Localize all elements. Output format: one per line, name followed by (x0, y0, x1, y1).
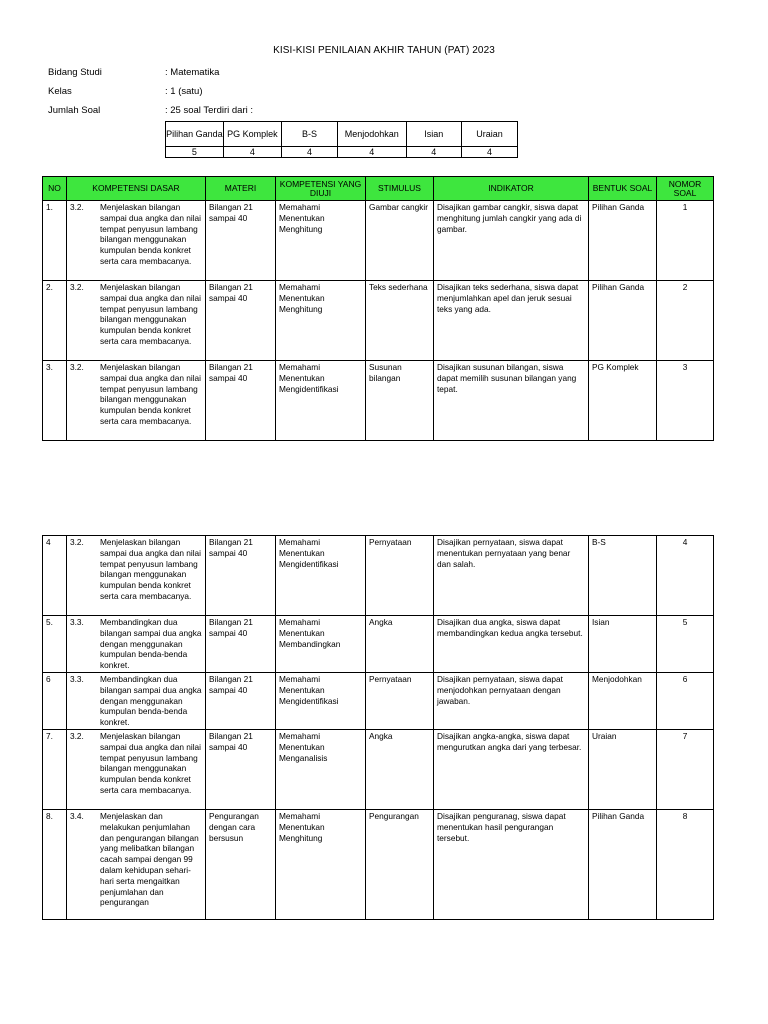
kd-code: 3.2. (70, 537, 84, 547)
cell-kompetensi-diuji: Memahami Menentukan Menghitung (276, 281, 366, 361)
cell-no: 1. (43, 201, 67, 281)
table-row (43, 361, 714, 441)
kd-text: Menjelaskan bilangan sampai dua angka dan nilai tempat penyusun lambang bilangan menggunakan kumpulan benda konkret serta cara membacanya. (100, 282, 202, 346)
dist-header-cell: B-S (281, 122, 337, 147)
dist-count-cell: 4 (406, 147, 462, 158)
cell-indikator: Disajikan angka-angka, siswa dapat mengurutkan angka dari yang terbesar. (434, 730, 589, 810)
cell-nomor-soal: 8 (657, 810, 714, 920)
cell-kompetensi-diuji: Memahami Menentukan Mengidentifikasi (276, 536, 366, 616)
cell-stimulus: Susunan bilangan (366, 361, 434, 441)
kd-code: 3.2. (70, 731, 84, 741)
table-row (43, 201, 714, 281)
cell-kompetensi-dasar (67, 810, 206, 920)
kd-text: Menjelaskan bilangan sampai dua angka dan nilai tempat penyusun lambang bilangan menggunakan kumpulan benda konkret serta cara membacanya. (100, 362, 202, 426)
cell-kompetensi-diuji: Memahami Menentukan Menghitung (276, 810, 366, 920)
cell-stimulus: Angka (366, 616, 434, 673)
cell-kompetensi-dasar (67, 281, 206, 361)
bidang-studi-value: : Matematika (165, 67, 220, 78)
kd-code: 3.3. (70, 617, 84, 627)
kelas-label: Kelas (48, 86, 72, 97)
cell-stimulus: Angka (366, 730, 434, 810)
cell-indikator: Disajikan susunan bilangan, siswa dapat memilih susunan bilangan yang tepat. (434, 361, 589, 441)
table-row (43, 810, 714, 920)
kd-code: 3.3. (70, 674, 84, 684)
header-kompetensi-diuji: KOMPETENSI YANG DIUJI (276, 177, 366, 201)
cell-nomor-soal: 5 (657, 616, 714, 673)
cell-bentuk-soal: Pilihan Ganda (589, 281, 657, 361)
cell-materi: Bilangan 21 sampai 40 (206, 201, 276, 281)
kelas-value: : 1 (satu) (165, 86, 203, 97)
kd-text: Menjelaskan bilangan sampai dua angka dan nilai tempat penyusun lambang bilangan menggunakan kumpulan benda konkret serta cara membacanya. (100, 202, 202, 266)
cell-indikator: Disajikan dua angka, siswa dapat membandingkan kedua angka tersebut. (434, 616, 589, 673)
cell-materi: Bilangan 21 sampai 40 (206, 281, 276, 361)
cell-no: 4 (43, 536, 67, 616)
header-stimulus: STIMULUS (366, 177, 434, 201)
table-row (43, 536, 714, 616)
cell-stimulus: Gambar cangkir (366, 201, 434, 281)
dist-header-cell: PG Komplek (223, 122, 281, 147)
cell-materi: Pengurangan dengan cara bersusun (206, 810, 276, 920)
cell-stimulus: Pernyataan (366, 673, 434, 730)
kd-text: Menjelaskan bilangan sampai dua angka dan nilai tempat penyusun lambang bilangan menggunakan kumpulan benda konkret serta cara membacanya. (100, 731, 202, 795)
cell-bentuk-soal: Pilihan Ganda (589, 201, 657, 281)
kd-code: 3.2. (70, 202, 84, 212)
kd-code: 3.4. (70, 811, 84, 821)
dist-header-cell: Pilihan Ganda (166, 122, 224, 147)
distribution-header-row (166, 122, 518, 147)
cell-nomor-soal: 7 (657, 730, 714, 810)
kd-code: 3.2. (70, 362, 84, 372)
cell-kompetensi-dasar (67, 673, 206, 730)
cell-nomor-soal: 6 (657, 673, 714, 730)
cell-kompetensi-dasar (67, 536, 206, 616)
cell-no: 2. (43, 281, 67, 361)
cell-kompetensi-dasar (67, 201, 206, 281)
cell-nomor-soal: 1 (657, 201, 714, 281)
header-materi: MATERI (206, 177, 276, 201)
cell-kompetensi-diuji: Memahami Menentukan Menghitung (276, 201, 366, 281)
cell-materi: Bilangan 21 sampai 40 (206, 673, 276, 730)
dist-header-cell: Isian (406, 122, 462, 147)
table-row (43, 616, 714, 673)
cell-bentuk-soal: PG Komplek (589, 361, 657, 441)
cell-indikator: Disajikan teks sederhana, siswa dapat menjumlahkan apel dan jeruk sesuai teks yang ada. (434, 281, 589, 361)
cell-kompetensi-diuji: Memahami Menentukan Mengidentifikasi (276, 673, 366, 730)
cell-stimulus: Pernyataan (366, 536, 434, 616)
cell-no: 3. (43, 361, 67, 441)
cell-kompetensi-diuji: Memahami Menentukan Mengidentifikasi (276, 361, 366, 441)
distribution-table (165, 121, 518, 158)
cell-kompetensi-dasar (67, 616, 206, 673)
dist-count-cell: 4 (223, 147, 281, 158)
kd-text: Menjelaskan dan melakukan penjumlahan dan pengurangan bilangan yang melibatkan bilangan cacah sampai dengan 99 dalam kehidupan sehari-hari serta mengaitkan penjumlahan dan pengurangan (100, 811, 199, 908)
cell-no: 7. (43, 730, 67, 810)
jumlah-soal-label: Jumlah Soal (48, 105, 101, 116)
cell-bentuk-soal: Uraian (589, 730, 657, 810)
header-bentuk-soal: BENTUK SOAL (589, 177, 657, 201)
cell-materi: Bilangan 21 sampai 40 (206, 536, 276, 616)
table-row (43, 673, 714, 730)
cell-bentuk-soal: Menjodohkan (589, 673, 657, 730)
cell-kompetensi-diuji: Memahami Menentukan Menganalisis (276, 730, 366, 810)
cell-no: 8. (43, 810, 67, 920)
jumlah-soal-value: : 25 soal Terdiri dari : (165, 105, 254, 116)
cell-kompetensi-diuji: Memahami Menentukan Membandingkan (276, 616, 366, 673)
dist-count-cell: 4 (462, 147, 518, 158)
header-no: NO (43, 177, 67, 201)
dist-header-cell: Menjodohkan (338, 122, 406, 147)
cell-indikator: Disajikan pernyataan, siswa dapat menjodohkan pernyataan dengan jawaban. (434, 673, 589, 730)
cell-no: 5. (43, 616, 67, 673)
table-header-row (43, 177, 714, 201)
dist-count-cell: 5 (166, 147, 224, 158)
table-row (43, 730, 714, 810)
cell-bentuk-soal: Isian (589, 616, 657, 673)
kisi-kisi-table-page-2 (42, 535, 714, 920)
cell-no: 6 (43, 673, 67, 730)
cell-kompetensi-dasar (67, 730, 206, 810)
cell-kompetensi-dasar (67, 361, 206, 441)
bidang-studi-label: Bidang Studi (48, 67, 102, 78)
cell-nomor-soal: 4 (657, 536, 714, 616)
cell-materi: Bilangan 21 sampai 40 (206, 730, 276, 810)
kisi-kisi-table-page-1 (42, 176, 714, 441)
cell-nomor-soal: 2 (657, 281, 714, 361)
cell-indikator: Disajikan gambar cangkir, siswa dapat menghitung jumlah cangkir yang ada di gambar. (434, 201, 589, 281)
kd-text: Membandingkan dua bilangan sampai dua angka dengan menggunakan kumpulan benda-benda konkret. (100, 617, 202, 671)
kd-text: Membandingkan dua bilangan sampai dua angka dengan menggunakan kumpulan benda-benda konkret. (100, 674, 202, 728)
kd-text: Menjelaskan bilangan sampai dua angka dan nilai tempat penyusun lambang bilangan menggunakan kumpulan benda konkret serta cara membacanya. (100, 537, 202, 601)
dist-count-cell: 4 (281, 147, 337, 158)
header-nomor-soal: NOMOR SOAL (657, 177, 714, 201)
cell-bentuk-soal: Pilihan Ganda (589, 810, 657, 920)
cell-stimulus: Pengurangan (366, 810, 434, 920)
cell-nomor-soal: 3 (657, 361, 714, 441)
cell-stimulus: Teks sederhana (366, 281, 434, 361)
header-indikator: INDIKATOR (434, 177, 589, 201)
kd-code: 3.2. (70, 282, 84, 292)
cell-materi: Bilangan 21 sampai 40 (206, 361, 276, 441)
dist-header-cell: Uraian (462, 122, 518, 147)
header-kompetensi-dasar: KOMPETENSI DASAR (67, 177, 206, 201)
page-title: KISI-KISI PENILAIAN AKHIR TAHUN (PAT) 2023 (273, 45, 495, 56)
dist-count-cell: 4 (338, 147, 406, 158)
cell-materi: Bilangan 21 sampai 40 (206, 616, 276, 673)
distribution-count-row (166, 147, 518, 158)
cell-bentuk-soal: B-S (589, 536, 657, 616)
table-row (43, 281, 714, 361)
cell-indikator: Disajikan pernyataan, siswa dapat menentukan pernyataan yang benar dan salah. (434, 536, 589, 616)
cell-indikator: Disajikan penguranag, siswa dapat menentukan hasil pengurangan tersebut. (434, 810, 589, 920)
